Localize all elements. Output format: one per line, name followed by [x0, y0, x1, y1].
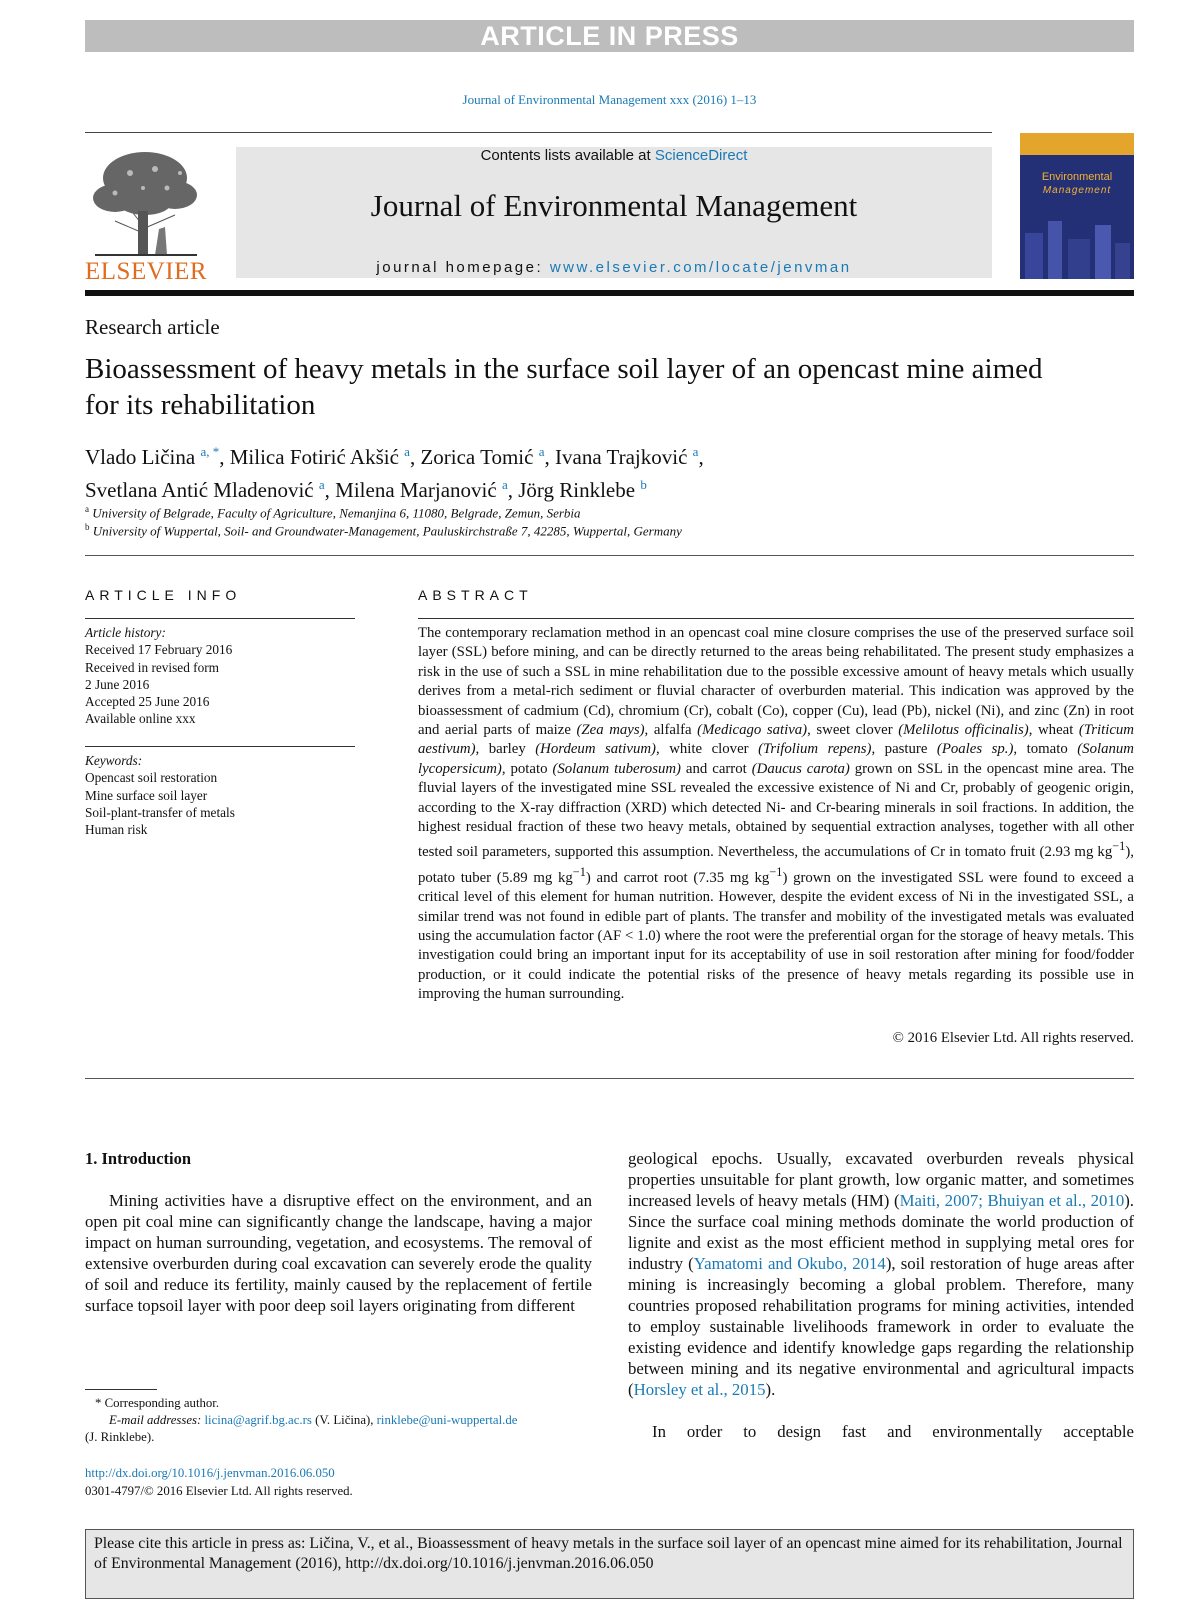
keywords-block [85, 752, 355, 838]
abstract-segment: grown on SSL in the opencast mine area. The fluvial layers of the investigated mine SSL revealed the excessive existence of Ni and Cr, probably of geogenic origin, according to the X-ray diffraction (XRD) which detected Ni- and Cr-bearing minerals in soil fractions. In addition, the highest residual fraction of these two heavy metals, obtained by sequential extraction analyses, together with all other tested soil parameters, supported this assumption. Nevertheless, the accumulations of Cr in tomato fruit (2.93 mg kg [418, 760, 1134, 861]
species-name: (Solanum tuberosum) [552, 760, 681, 777]
author-affiliation-mark[interactable]: a [318, 477, 325, 492]
author-list: Vlado Ličina $^{a, *}$, Milica Fotirić Akšić $^a$, Zorica Tomić $^a$, Ivana Trajković $^a$, Svetlana Antić Mladenović $^a$, Milena Marjanović $^a$, Jörg Rinklebe $^b$ [85, 444, 704, 502]
email-link[interactable]: licina@agrif.bg.ac.rs [204, 1413, 312, 1427]
history-line: Accepted 25 June 2016 [85, 694, 210, 710]
abstract-segment: ) and carrot root (7.35 mg kg [585, 869, 770, 886]
author-affiliation-mark[interactable]: a [501, 477, 508, 492]
footnote-line [85, 1412, 592, 1429]
corresponding-author-footnote [85, 1395, 592, 1446]
history-line: Received in revised form [85, 659, 220, 675]
species-name: (Trifolium repens) [758, 741, 872, 758]
species-name: (Hordeum sativum) [535, 741, 656, 758]
introduction-heading: 1. Introduction [85, 1149, 192, 1168]
body-text: ). Since the surface coal mining methods dominate the world production of lignite and exist as the most efficient method in supplying metal ores for industry ( [628, 1191, 1135, 1273]
doi-link[interactable]: http://dx.doi.org/10.1016/j.jenvman.2016.06.050 [85, 1466, 335, 1480]
author-affiliation-mark[interactable]: a [404, 444, 410, 459]
unit-exponent: −1 [769, 864, 783, 879]
affiliation-mark: a [85, 504, 89, 514]
cover-band [1020, 133, 1134, 155]
unit-exponent: −1 [1112, 839, 1126, 854]
header-thick-rule [85, 290, 1134, 296]
keywords-rule [85, 746, 355, 747]
article-in-press-banner: ARTICLE IN PRESS [85, 20, 1134, 52]
abstract-rule [418, 618, 1134, 619]
abstract-segment: The contemporary reclamation method in an opencast coal mine closure comprises the use of the preserved surface soil layer (SSL) before mining, and can be directly returned to the areas being rehabilitated. The present study emphasizes a risk in the use of such a SSL in mine rehabilitation due to the possible excessive amount of heavy metals which usually derives from a metal-rich sediment or fluvial character of overburden material. This indication was approved by the bioassessment of cadmium (Cd), chromium (Cr), cobalt (Co), copper (Cu), lead (Pb), nickel (Ni), and zinc (Zn) in root and aerial parts of maize [418, 625, 1134, 739]
author-affiliation-mark[interactable]: a [692, 444, 699, 459]
intro-paragraph-right-2: In order to design fast and environmentally acceptable [652, 1422, 1134, 1441]
affiliation-b [85, 522, 682, 539]
author-name: Milica Fotirić Akšić [229, 445, 399, 469]
citation-text: Please cite this article in press as: Ličina, V., et al., Bioassessment of heavy metals in the surface soil layer of an opencast mine aimed for its rehabilitation, Journal of Environmental Management (2016), http://dx.doi.org/10.1016/j.jenvman.2016.06.050 [94, 1535, 1123, 1572]
abstract-heading: ABSTRACT [418, 587, 533, 603]
journal-title: Journal of Environmental Management [370, 188, 858, 223]
author-affiliation-mark[interactable]: a, * [200, 444, 220, 459]
citation-link[interactable]: Maiti, 2007; Bhuiyan et al., 2010 [899, 1191, 1125, 1210]
cover-skyline-graphic [1020, 203, 1134, 279]
abstract-segment: , wheat [1028, 722, 1079, 739]
species-name: (Zea mays) [576, 722, 645, 739]
author-affiliation-mark[interactable]: a [538, 444, 545, 459]
footnote-corresponding: Corresponding author. [104, 1396, 220, 1410]
footnote-line [85, 1429, 592, 1446]
cover-title: Environmental [1041, 171, 1113, 183]
issn-line: 0301-4797/© 2016 Elsevier Ltd. All rights reserved. [85, 1484, 353, 1498]
abstract-segment: ) grown on the investigated SSL were found to exceed a critical level of this element for human nutrition. However, despite the evident excess of Ni in the investigated SSL, a similar trend was not found in edible part of plants. The transfer and mobility of the investigated metals was evaluated using the accumulation factor (AF < 1.0) where the root were the preferential organ for the storage of heavy metals. This investigation could bring an important input for its acceptability of use in soil restoration after mining for food/fodder production, or it could indicate the potential risks of the presence of heavy metals regarding its possible use in improving the human surrounding. [418, 869, 1135, 1003]
author-affiliation-mark[interactable]: b [640, 477, 647, 492]
cover-subtitle: Management [1042, 185, 1112, 196]
species-name: (Daucus carota) [751, 760, 850, 777]
abstract-segment: , pasture [871, 741, 937, 758]
abstract-segment: and carrot [680, 760, 752, 777]
homepage-line [236, 259, 992, 276]
email-owner: (V. Ličina), [311, 1413, 377, 1427]
section-divider [85, 555, 1134, 556]
citation-link[interactable]: Horsley et al., 2015 [633, 1380, 766, 1399]
abstract-segment: , white clover [655, 741, 759, 758]
article-info-rule [85, 618, 355, 619]
affiliation-a [85, 504, 581, 521]
species-name: (Melilotus officinalis) [898, 722, 1029, 739]
author-name: Svetlana Antić Mladenović [85, 478, 314, 502]
intro-paragraph-left: Mining activities have a disruptive effect on the environment, and an open pit coal mine can significantly change the landscape, having a major impact on human surrounding, vegetation, and ecosystems. The removal of extensive overburden during coal excavation can severely erode the quality of soil and reduce its fertility, mainly caused by the replacement of fertile surface topsoil layer with poor deep soil layers originating from different [85, 1191, 592, 1315]
species-name: (Poales sp.) [936, 741, 1014, 758]
abstract-text [418, 624, 1134, 1005]
body-text: ). [765, 1380, 776, 1399]
citation-link[interactable]: Yamatomi and Okubo, 2014 [693, 1254, 886, 1273]
species-name: (Triticum aestivum) [418, 722, 1134, 758]
abstract-segment: ), potato tuber (5.89 mg kg [418, 844, 1134, 886]
unit-exponent: −1 [572, 864, 586, 879]
article-history [85, 624, 355, 728]
footnote-line [85, 1395, 592, 1412]
history-line: Received 17 February 2016 [85, 642, 233, 658]
section-divider [85, 1078, 1134, 1079]
homepage-prefix: journal homepage: [376, 259, 550, 276]
paper-title: Bioassessment of heavy metals in the surface soil layer of an opencast mine aimed for its rehabilitation [85, 353, 1043, 421]
homepage-link[interactable]: www.elsevier.com/locate/jenvman [549, 259, 852, 276]
affiliation-text: University of Belgrade, Faculty of Agriculture, Nemanjina 6, 11080, Belgrade, Zemun, Serbia [92, 505, 581, 521]
keyword: Opencast soil restoration [85, 770, 218, 786]
affiliation-text: University of Wuppertal, Soil- and Groundwater-Management, Pauluskirchstraße 7, 42285, Wuppertal, Germany [92, 523, 682, 539]
journal-reference-link[interactable]: Journal of Environmental Management xxx (2016) 1–13 [462, 92, 757, 107]
contents-line [236, 147, 992, 164]
keyword: Mine surface soil layer [85, 787, 208, 803]
footnote-star: * [95, 1396, 102, 1410]
keyword: Human risk [85, 822, 148, 838]
elsevier-wordmark: ELSEVIER [85, 258, 208, 285]
abstract-segment: , alfalfa [644, 722, 698, 739]
sciencedirect-link[interactable]: ScienceDirect [654, 147, 748, 164]
header-divider [85, 132, 992, 133]
intro-paragraph-right [628, 1148, 1134, 1400]
body-text: ), soil restoration of huge areas after mining is increasingly becoming a global problem. Therefore, many countries proposed rehabilitation programs for mining activities, intended to employ sustainable livelihoods framework in order to evaluate the existing evidence and identify knowledge gaps regarding the relationship between mining and its negative environmental and agricultural impacts ( [628, 1254, 1135, 1399]
keywords-label: Keywords: [85, 753, 143, 768]
abstract-segment: , sweet clover [807, 722, 899, 739]
keyword: Soil-plant-transfer of metals [85, 804, 235, 820]
author-name: Zorica Tomić [420, 445, 534, 469]
abstract-segment: , potato [501, 760, 553, 777]
email-owner: (J. Rinklebe). [85, 1430, 155, 1444]
history-label: Article history: [85, 625, 166, 640]
history-line: 2 June 2016 [85, 676, 150, 692]
affiliation-mark: b [85, 522, 90, 532]
article-type: Research article [85, 315, 220, 339]
footnote-rule [85, 1389, 157, 1390]
species-name: (Medicago sativa) [697, 722, 808, 739]
abstract-copyright: © 2016 Elsevier Ltd. All rights reserved. [892, 1030, 1134, 1046]
email-link[interactable]: rinklebe@uni-wuppertal.de [376, 1413, 518, 1427]
author-name: Milena Marjanović [335, 478, 497, 502]
body-text: geological epochs. Usually, excavated overburden reveals physical properties unsuitable for plant growth, low organic matter, and sometimes increased levels of heavy metals (HM) ( [628, 1149, 1134, 1210]
abstract-segment: , tomato [1013, 741, 1078, 758]
author-name: Ivana Trajković [555, 445, 688, 469]
abstract-segment: , barley [475, 741, 536, 758]
author-name: Vlado Ličina [85, 445, 196, 469]
history-line: Available online xxx [85, 711, 196, 727]
species-name: (Solanum lycopersicum) [418, 741, 1134, 777]
email-label: E-mail addresses: [109, 1413, 202, 1427]
article-info-heading: ARTICLE INFO [85, 587, 242, 603]
journal-cover-image [1020, 133, 1134, 279]
author-name: Jörg Rinklebe [518, 478, 636, 502]
contents-prefix: Contents lists available at [480, 147, 655, 164]
